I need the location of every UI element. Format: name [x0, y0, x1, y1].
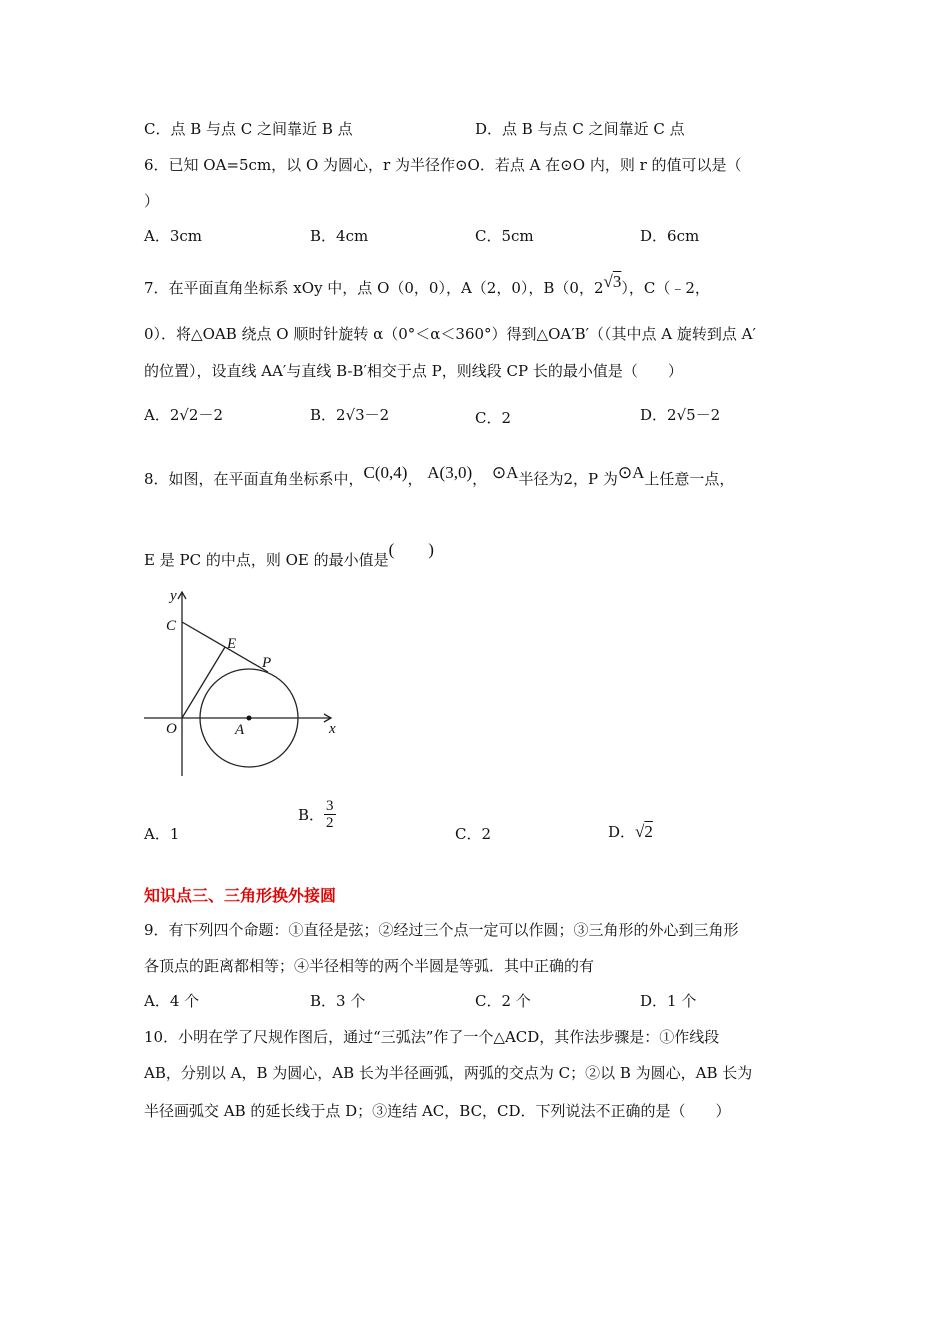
sep: ，: [472, 470, 488, 488]
q8-text: 8．如图，在平面直角坐标系中，: [144, 470, 364, 488]
q8-option-b: [298, 798, 336, 831]
q8-option-c: C．2: [455, 825, 492, 843]
q9-option-c: C．2 个: [475, 992, 531, 1010]
q6-option-c: C．5cm: [475, 227, 534, 245]
q9-option-b: B．3 个: [310, 992, 366, 1010]
sqrt3: √3: [603, 272, 622, 291]
sep: ，: [407, 470, 423, 488]
center-a: [247, 716, 252, 721]
answer-paren: ( ): [388, 540, 434, 559]
label-y: y: [170, 588, 177, 604]
opt: D．: [608, 823, 636, 841]
opt: B．: [298, 806, 325, 824]
numerator: 3: [326, 798, 334, 814]
q6-option-d: D．6cm: [640, 227, 700, 245]
q9-line2: 各顶点的距离都相等；④半径相等的两个半圆是等弧．其中正确的有: [144, 957, 595, 975]
label-o: O: [166, 721, 177, 737]
fraction: [324, 798, 336, 831]
section-heading: 知识点三、三角形换外接圆: [144, 886, 337, 905]
circle-a: ⊙A: [491, 463, 519, 482]
q7-option-c: C．2: [475, 409, 512, 427]
label-p: P: [262, 655, 272, 671]
q9-option-d: D．1 个: [640, 992, 697, 1010]
label-e: E: [227, 636, 237, 652]
q7-text: 7．在平面直角坐标系 xOy 中，点 O（0，0），A（2，0），B（0，2: [144, 279, 604, 297]
q8-text: 上任意一点，: [644, 470, 735, 488]
q8-option-d: [608, 821, 653, 842]
q6-option-b: B．4cm: [310, 227, 369, 245]
circle-a: ⊙A: [617, 463, 645, 482]
q7-line3: 的位置），设直线 AA′与直线 B-B′相交于点 P，则线段 CP 长的最小值是（ ）: [144, 362, 683, 380]
point-a: A(3,0): [427, 463, 473, 482]
q10-line3: 半径画弧交 AB 的延长线于点 D；③连结 AC，BC，CD．下列说法不正确的是（ ）: [144, 1102, 731, 1120]
label-c: C: [166, 618, 177, 634]
q7-option-d: D．2√5－2: [640, 406, 721, 424]
q5-option-c: C．点 B 与点 C 之间靠近 B 点: [144, 120, 353, 138]
q8-option-a: A．1: [144, 825, 180, 843]
q6-stem: 6．已知 OA=5cm，以 O 为圆心，r 为半径作⊙O．若点 A 在⊙O 内，则 r 的值可以是（: [144, 156, 742, 174]
q9-line1: 9．有下列四个命题：①直径是弦；②经过三个点一定可以作圆；③三角形的外心到三角形: [144, 921, 739, 939]
q7-option-b: B．2√3－2: [310, 406, 390, 424]
point-c: C(0,4): [363, 463, 408, 482]
q7-line2: 0）．将△OAB 绕点 O 顺时针旋转 α（0°＜α＜360°）得到△OA′B′（（其中点 A 旋转到点 A′: [144, 325, 756, 343]
radicand: 3: [612, 272, 622, 291]
q7-text: ），C（﹣2，: [621, 279, 710, 297]
q10-line2: AB，分别以 A，B 为圆心，AB 长为半径画弧，两弧的交点为 C；②以 B 为圆心，AB 长为: [144, 1064, 753, 1082]
q7-option-a: A．2√2－2: [144, 406, 224, 424]
q10-line1: 10．小明在学了尺规作图后，通过“三弧法”作了一个△ACD，其作法步骤是：①作线段: [144, 1028, 720, 1046]
q6-option-a: A．3cm: [144, 227, 203, 245]
segment-oe: [182, 647, 225, 718]
q8-text: 半径为2，P 为: [518, 470, 618, 488]
radicand: 2: [644, 822, 653, 841]
label-x: x: [329, 721, 336, 737]
label-a: A: [235, 722, 245, 738]
q8-text: E 是 PC 的中点，则 OE 的最小值是: [144, 551, 389, 569]
q6-stem-end: ）: [144, 192, 160, 210]
denominator: 2: [326, 815, 334, 831]
sqrt: √2: [635, 822, 653, 841]
q5-option-d: D．点 B 与点 C 之间靠近 C 点: [475, 120, 685, 138]
q9-option-a: A．4 个: [144, 992, 200, 1010]
